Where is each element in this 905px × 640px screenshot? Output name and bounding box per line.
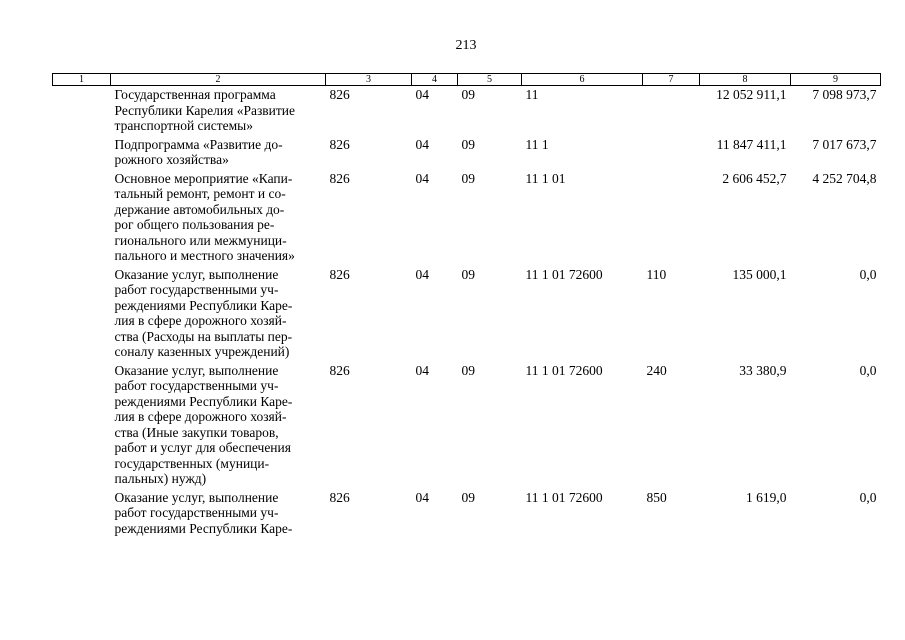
row-sum1-cell: 33 380,9 [739,362,787,378]
row-name-cell: Подпрограмма «Развитие до- рожного хозяйства» [114,136,283,167]
row-number-cell [53,136,111,170]
row-ved-cell: 826 [329,136,350,152]
row-ved-cell: 826 [329,170,350,186]
row-sum1-cell: 12 052 911,1 [716,87,787,102]
row-rz-cell: 04 [415,362,429,378]
table-row [53,136,881,170]
row-rz-cell: 04 [415,489,429,505]
row-sum2-cell: 0,0 [859,489,877,505]
table-row [53,170,881,266]
row-sum1-cell: 11 847 411,1 [716,136,787,152]
page-number: 213 [455,38,477,53]
row-vr-cell: 110 [646,266,667,282]
column-header-1: 1 [53,74,111,86]
row-csr-cell: 11 1 01 72600 [525,489,603,505]
row-sum1-cell: 135 000,1 [732,266,787,282]
row-number-cell [53,489,111,539]
row-pr-cell: 09 [461,266,475,282]
table-row [53,86,881,136]
row-vr-cell: 850 [646,489,667,505]
row-ved-cell: 826 [329,362,350,378]
row-sum2-cell: 7 098 973,7 [812,87,877,102]
row-ved-cell: 826 [329,489,350,505]
row-csr-cell: 11 1 01 72600 [525,362,603,378]
row-csr-cell: 11 1 01 72600 [525,266,603,282]
row-csr-cell: 11 [525,87,539,102]
row-csr-cell: 11 1 01 [525,170,566,186]
row-ved-cell: 826 [329,87,350,102]
row-pr-cell: 09 [461,489,475,505]
row-ved-cell: 826 [329,266,350,282]
row-pr-cell: 09 [461,136,475,152]
row-pr-cell: 09 [461,87,475,102]
row-sum1-cell: 2 606 452,7 [722,170,787,186]
row-rz-cell: 04 [415,266,429,282]
row-name-cell: Оказание услуг, выполнение работ государственными уч- реждениями Республики Каре- лия в сфере дорожного хозяй- ства (Иные закупки товаров, работ и услуг для обеспечения государственных (муници- пальных) нужд) [114,362,293,486]
column-header-9: 9 [791,74,881,86]
column-header-5: 5 [458,74,522,86]
column-header-8: 8 [700,74,791,86]
row-sum2-cell: 7 017 673,7 [812,136,877,152]
row-pr-cell: 09 [461,362,475,378]
row-csr-cell: 11 1 [525,136,549,152]
row-name-cell: Основное мероприятие «Капи- тальный ремонт, ремонт и со- держание автомобильных до- рог общего пользования ре- гионального или межмуници- пального и местного значения» [114,170,295,263]
column-header-3: 3 [326,74,412,86]
row-sum2-cell: 4 252 704,8 [812,170,877,186]
row-vr-cell [643,86,700,136]
column-number-row [53,74,881,86]
row-rz-cell: 04 [415,170,429,186]
row-rz-cell: 04 [415,87,429,102]
table-row [53,489,881,539]
row-number-cell [53,170,111,266]
row-vr-cell [643,136,700,170]
row-number-cell [53,266,111,362]
table-row [53,266,881,362]
row-name-cell: Оказание услуг, выполнение работ государственными уч- реждениями Республики Каре- лия в сфере дорожного хозяй- ства (Расходы на выплаты пер- соналу казенных учреждений) [114,266,293,359]
table-row [53,362,881,489]
row-sum2-cell: 0,0 [859,266,877,282]
column-header-7: 7 [643,74,700,86]
row-number-cell [53,362,111,489]
row-rz-cell: 04 [415,136,429,152]
row-sum1-cell: 1 619,0 [746,489,787,505]
column-header-2: 2 [111,74,326,86]
row-name-cell: Оказание услуг, выполнение работ государственными уч- реждениями Республики Каре- [114,489,293,536]
column-header-4: 4 [412,74,458,86]
row-vr-cell: 240 [646,362,667,378]
row-sum2-cell: 0,0 [859,362,877,378]
row-number-cell [53,86,111,136]
row-name-cell: Государственная программа Республики Карелия «Развитие транспортной системы» [114,87,296,133]
column-header-6: 6 [522,74,643,86]
budget-table [52,73,881,538]
row-vr-cell [643,170,700,266]
row-pr-cell: 09 [461,170,475,186]
